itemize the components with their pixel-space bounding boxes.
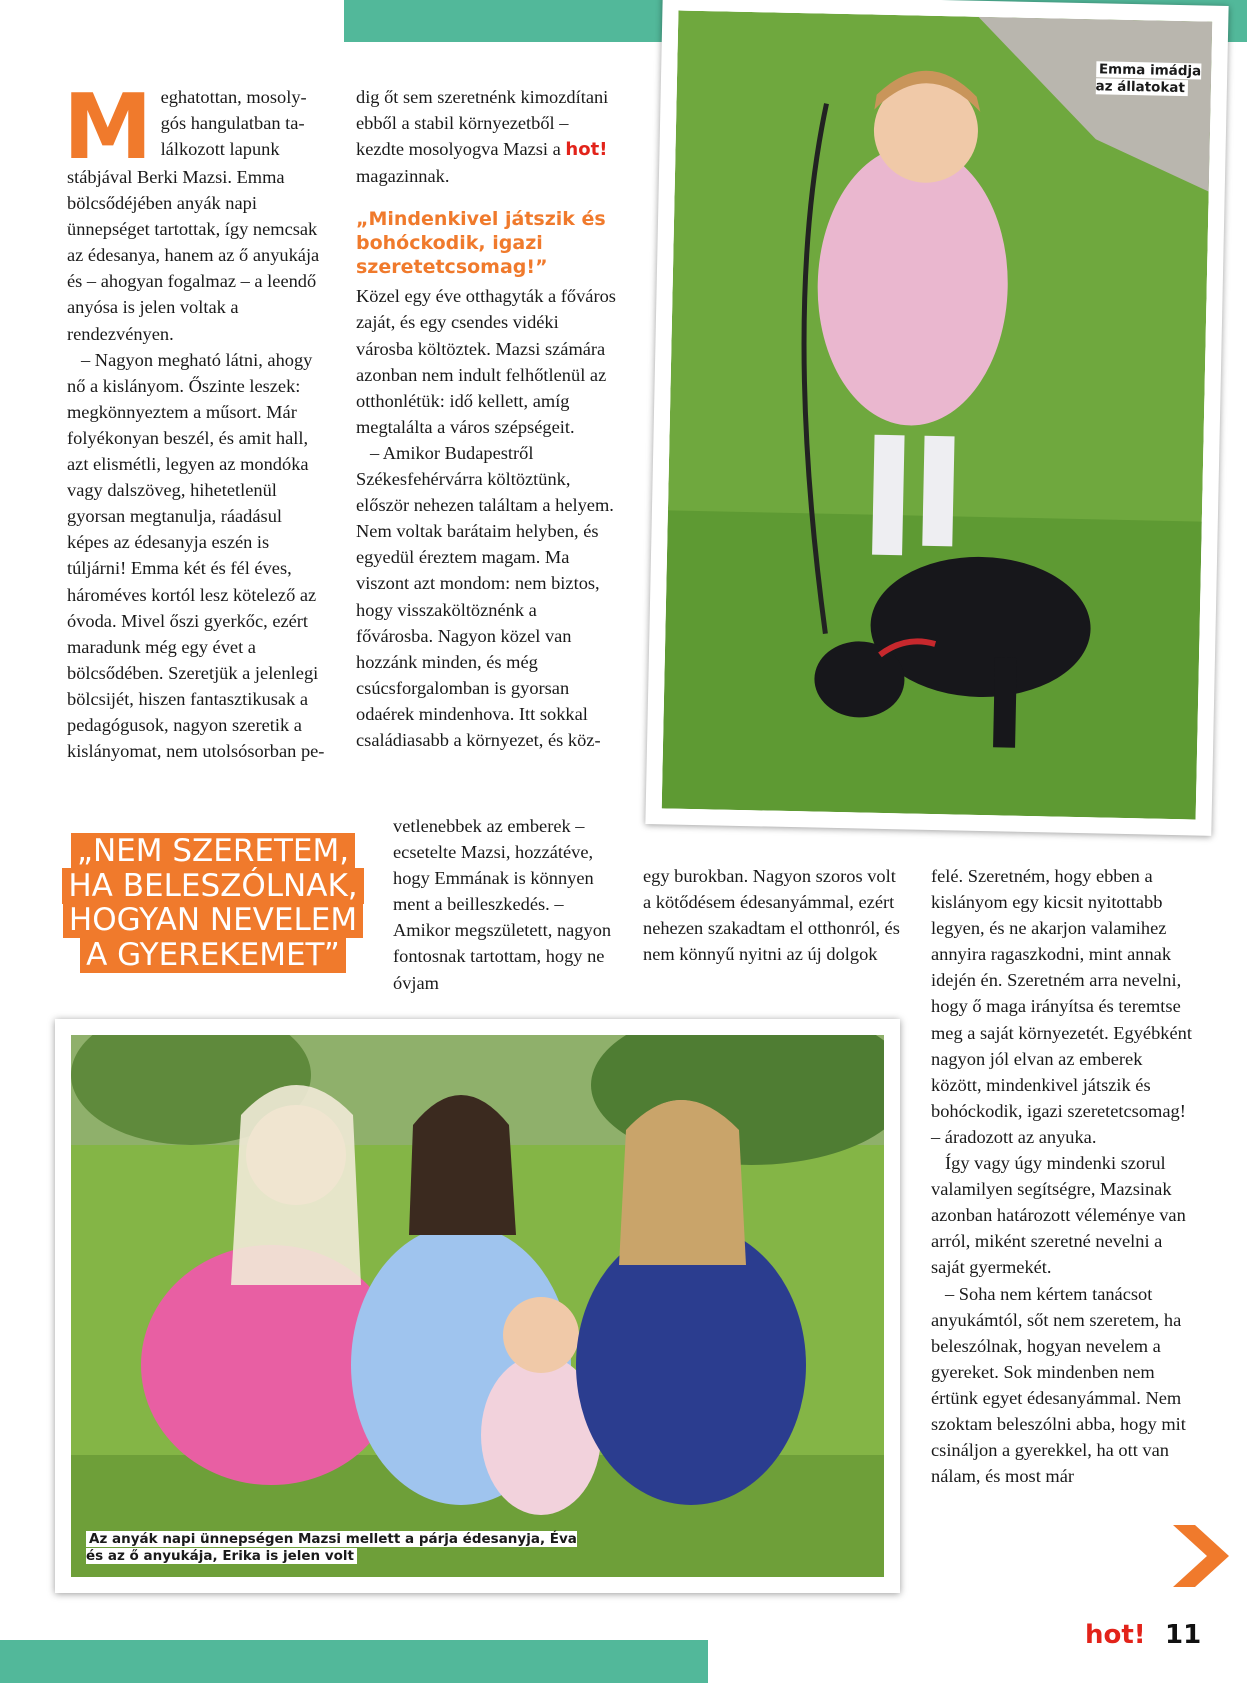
article-paragraph: – Amikor Budapestről Székesfehérvárra költöztünk, először nehezen találtam a helyem. Nem voltak barátaim helyben, és egyedül éreztem magam. Ma viszont azt mondom: nem biztos, hogy visszaköltöznénk a fővárosba. Nagyon közel van hozzánk minden, és még csúcsforgalomban is gyorsan odaérek mindenhova. Itt sokkal családiasabb a környezet, és köz- (356, 442, 614, 750)
article-paragraph: stábjával Berki Mazsi. Emma bölcsődéjében anyák napi ünnepséget tartottak, így nemcsak az édesanya, hanem az ő anyukája és – ahogyan fogalmaz – a leendő anyósa is jelen voltak a rendezvényen. (67, 167, 320, 344)
brand-inline: hot! (565, 139, 608, 161)
page-number: 11 (1165, 1620, 1202, 1650)
article-paragraph: Közel egy éve otthagyták a főváros zaját, és egy csendes vidéki városba költöztek. Mazsi számára azonban nem indult felhőtlenül az otthonlétük: idő kellett, amíg megtalálta a város szépségeit. (356, 286, 616, 437)
photo-caption (86, 1531, 577, 1565)
article-paragraph: vetlenebbek az emberek – ecsetelte Mazsi, hozzátéve, hogy Emmának is könnyen ment a beilleszkedés. – Amikor megszületett, nagyon fontosnak tartottam, hogy ne óvjam (393, 816, 612, 993)
article-paragraph: egy burokban. Nagyon szoros volt a kötődésem édesanyámmal, ezért nehezen szakadtam el otthonról, és nem könnyű nyitni az új dolgok (643, 866, 900, 965)
pull-quote (48, 834, 378, 972)
photo-caption (1095, 61, 1201, 97)
article-paragraph: felé. Szeretném, hogy ebben a kislányom egy kicsit nyitottabb legyen, és ne akarjon valamihez annyira ragaszkodni, mint annak idején én. Szeretném arra nevelni, hogy ő maga irányítsa és teremtse meg a saját környezetét. Egyébként nagyon jól elvan az emberek között, mindenkivel játszik és bohóckodik, igazi szeretetcsomag! – áradozott az anyuka. (931, 866, 1192, 1147)
article-paragraph: Így vagy úgy mindenki szorul valamilyen segítségre, Mazsinak azonban határozott véleménye van arról, miként szeretné nevelni a saját gyermekét. (931, 1153, 1186, 1278)
photo-image (71, 1035, 884, 1577)
article-paragraph: – Soha nem kértem tanácsot anyukámtól, sőt nem szeretem, ha beleszólnak, hogyan nevelem a gyereket. Sok mindenben nem értünk egyet édesanyámmal. Nem szoktam beleszólni abba, hogy mit csináljon a gyerekkel, ha ott van nálam, és most már (931, 1283, 1186, 1487)
photo-image (662, 10, 1213, 819)
article-paragraph-end: magazinnak. (356, 166, 450, 187)
article-column-4 (931, 863, 1197, 1489)
bottom-teal-bar (0, 1640, 708, 1683)
photo-emma-with-dog (645, 0, 1228, 836)
photo-illustration (71, 1035, 884, 1577)
photo-caption-text: Az anyák napi ünnepségen Mazsi mellett a párja édesanyja, Éva és az ő anyukája, Erika is jelen volt (86, 1531, 577, 1564)
article-column-3 (643, 863, 903, 967)
article-paragraph: – Nagyon megható látni, ahogy nő a kislányom. Őszinte leszek: megkönnyeztem a műsort. Már folyékonyan beszél, és amit hall, azt elismétli, legyen az mondóka vagy dalszöveg, hihetetlenül gyorsan megtanulja, ráadásul képes az édesanyja eszén is túljárni! Emma két és fél éves, hároméves kortól lesz kötelező az óvoda. Mivel őszi gyerkőc, ezért maradunk még egy évet a bölcsődében. Szeretjük a jelenlegi bölcsijét, hiszen fantasztikusak a pedagógusok, nagyon szeretik a kislányomat, nem utolsósorban pe- (67, 349, 325, 762)
article-column-2-continued (393, 813, 623, 996)
drop-cap: M (63, 75, 153, 180)
article-subheading: „Mindenkivel játszik és bohóckodik, igazi szeretetcsomag!” (356, 208, 606, 279)
pull-quote-text: „NEM SZERETEM, HA BELESZÓLNAK, HOGYAN NEVELEM A GYEREKEMET” (62, 833, 363, 973)
photo-illustration (662, 10, 1213, 819)
photo-caption-text: Emma imádja az állatokat (1095, 61, 1202, 97)
article-column-1 (63, 75, 327, 764)
article-paragraph: dig őt sem szeretnénk kimozdítani ebből a stabil környezetből – kezdte mosolyogva Mazsi a (356, 87, 609, 160)
article-column-2 (356, 84, 616, 753)
next-page-arrow-icon (1173, 1525, 1229, 1587)
photo-group-family (55, 1019, 900, 1593)
footer-brand: hot! (1085, 1620, 1146, 1650)
article-lead: eghatottan, mosoly- gós hangulatban ta- lálkozott lapunk (160, 87, 307, 160)
